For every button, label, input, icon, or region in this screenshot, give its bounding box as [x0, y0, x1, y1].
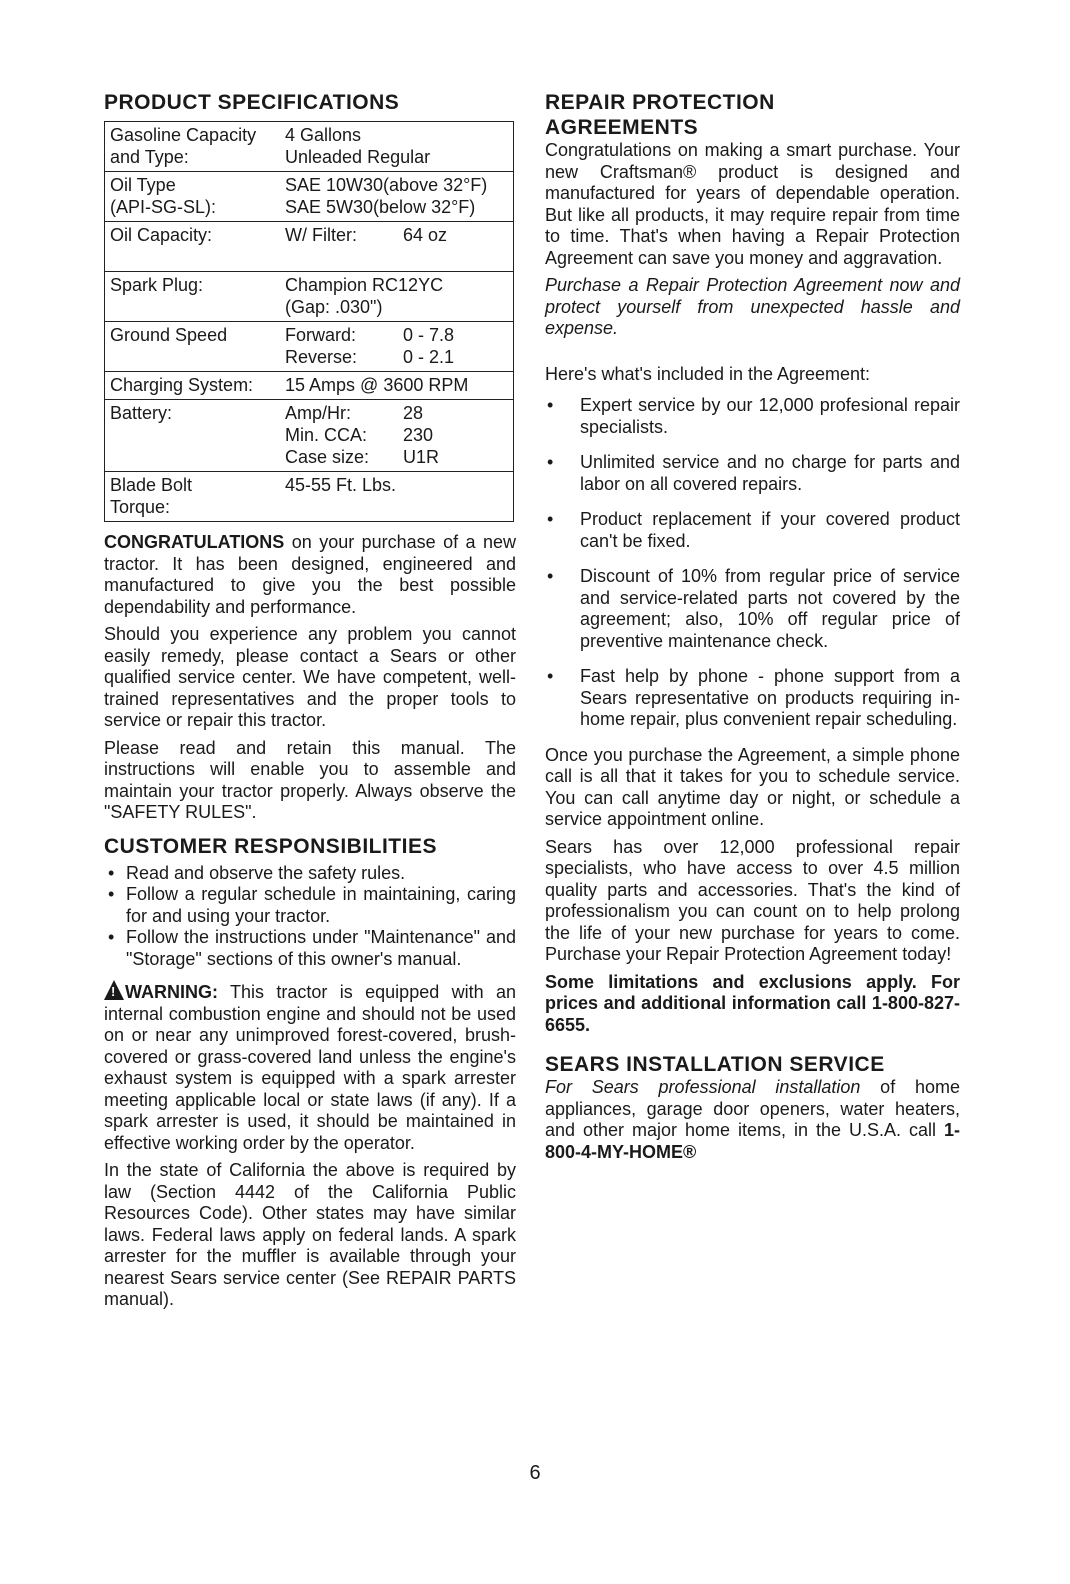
list-item: • Fast help by phone - phone support from a Sears representative on products requiring in-home repair, plus convenient repair scheduling.: [545, 666, 960, 731]
list-item: • Follow the instructions under "Maintenance" and "Storage" sections of this owner's manual.: [104, 927, 516, 970]
congratulations-paragraph: CONGRATULATIONS on your purchase of a new tractor. It has been designed, engineered and manufactured to give you the best possible dependability and performance.: [104, 532, 516, 617]
spec-value: 15 Amps @ 3600 RPM: [285, 375, 469, 395]
spec-label: Battery:: [110, 403, 173, 423]
spec-value: 0 - 7.8: [403, 325, 455, 345]
spec-label: Torque:: [110, 497, 171, 517]
california-paragraph: In the state of California the above is required by law (Section 4442 of the California Public Resources Code). Other states may have similar laws. Federal laws apply on federal lands. A spark arrester for the muffler is available through your nearest Sears service center (See REPAIR PARTS manual).: [104, 1160, 516, 1309]
repair-italic-paragraph: Purchase a Repair Protection Agreement now and protect yourself from unexpected hassle and expense.: [545, 275, 960, 338]
spec-row-oil-type: [105, 172, 514, 222]
spec-value: SAE 5W30(below 32°F): [285, 197, 476, 217]
installation-phone: 1-800-4-MY-HOME®: [545, 1120, 960, 1162]
spec-row-gasoline: [105, 122, 514, 172]
spec-key: Case size:: [285, 447, 370, 467]
spec-value: 45-55 Ft. Lbs.: [285, 475, 397, 495]
repair-protection-heading: REPAIR PROTECTION AGREEMENTS: [545, 91, 775, 139]
spec-label: and Type:: [110, 147, 189, 167]
installation-service-heading: SEARS INSTALLATION SERVICE: [545, 1053, 885, 1076]
spec-key: W/ Filter:: [285, 225, 357, 245]
right-column: [545, 90, 960, 1163]
spec-value: Unleaded Regular: [285, 147, 431, 167]
spec-value: U1R: [403, 447, 440, 467]
spec-label: Ground Speed: [110, 325, 228, 345]
spec-label: (API-SG-SL):: [110, 197, 217, 217]
repair-intro-paragraph: Congratulations on making a smart purchase. Your new Craftsman® product is designed and manufactured for years of dependable operation. But like all products, it may require repair from time to time. That's when having a Repair Protection Agreement can save you money and aggravation.: [545, 140, 960, 268]
once-purchase-paragraph: Once you purchase the Agreement, a simple phone call is all that it takes for you to schedule service. You can call anytime day or night, or schedule a service appointment online.: [545, 744, 960, 829]
left-column: [104, 90, 516, 1311]
product-specifications-heading: PRODUCT SPECIFICATIONS: [104, 91, 400, 114]
spec-row-charging-system: [105, 372, 514, 400]
read-manual-paragraph: Please read and retain this manual. The instructions will enable you to assemble and maintain your tractor properly. Always observe the "SAFETY RULES".: [104, 737, 516, 822]
spec-label: Oil Type: [110, 175, 176, 195]
spec-row-oil-capacity: [105, 222, 514, 272]
spec-value: (Gap: .030"): [285, 297, 383, 317]
spec-row-ground-speed: [105, 322, 514, 372]
spec-value: 230: [403, 425, 434, 445]
customer-responsibilities-heading: CUSTOMER RESPONSIBILITIES: [104, 834, 437, 858]
warning-paragraph: !WARNING: This tractor is equipped with an internal combustion engine and should not be used on or near any unimproved forest-covered, brush-covered or grass-covered land unless the engine's exhaust system is equipped with a spark arrester meeting applicable local or state laws (if any). If a spark arrester is used, it should be maintained in effective working order by the operator.: [104, 980, 516, 1154]
spec-value: 28: [403, 403, 424, 423]
spec-label: Charging System:: [110, 375, 254, 395]
installation-paragraph: For Sears professional installation of home appliances, garage door openers, water heaters, and other major home items, in the U.S.A. call 1-800-4-MY-HOME®: [545, 1077, 960, 1162]
spec-value: SAE 10W30(above 32°F): [285, 175, 488, 195]
limitations-paragraph: Some limitations and exclusions apply. For prices and additional information call 1-800-827-6655.: [545, 971, 960, 1035]
included-intro: Here's what's included in the Agreement:: [545, 363, 871, 384]
responsibilities-list: [104, 863, 516, 971]
spec-key: Min. CCA:: [285, 425, 368, 445]
list-item: • Product replacement if your covered product can't be fixed.: [545, 509, 960, 552]
included-list: [545, 395, 960, 731]
list-item: • Expert service by our 12,000 profesional repair specialists.: [545, 395, 960, 438]
spec-label: Gasoline Capacity: [110, 125, 257, 145]
spec-value: 0 - 2.1: [403, 347, 455, 367]
warning-lead: WARNING:: [125, 982, 218, 1002]
spec-value: 4 Gallons: [285, 125, 362, 145]
spec-label: Oil Capacity:: [110, 225, 213, 245]
warning-triangle-icon: [104, 980, 124, 1000]
list-item: • Read and observe the safety rules.: [104, 863, 516, 885]
spec-table: [104, 121, 514, 522]
spec-value: 64 oz: [403, 225, 448, 245]
spec-key: Amp/Hr:: [285, 403, 352, 423]
spec-row-spark-plug: [105, 272, 514, 322]
spec-row-blade-bolt: [105, 472, 514, 522]
service-paragraph: Should you experience any problem you cannot easily remedy, please contact a Sears or other qualified service center. We have competent, well-trained representatives and the proper tools to service or repair this tractor.: [104, 624, 516, 730]
spec-label: Spark Plug:: [110, 275, 204, 295]
spec-row-battery: [105, 400, 514, 472]
sears-specialists-paragraph: Sears has over 12,000 professional repair specialists, who have access to over 4.5 million quality parts and accessories. That's the kind of professionalism you can count on to help prolong the life of your new purchase for years to come. Purchase your Repair Protection Agreement today!: [545, 836, 960, 964]
page-number: 6: [529, 1462, 541, 1484]
congratulations-lead: CONGRATULATIONS: [104, 532, 285, 552]
spec-label: Blade Bolt: [110, 475, 193, 495]
spec-value: Champion RC12YC: [285, 275, 444, 295]
list-item: • Unlimited service and no charge for parts and labor on all covered repairs.: [545, 452, 960, 495]
list-item: • Discount of 10% from regular price of service and service-related parts not covered by the agreement; also, 10% off regular price of preventive maintenance check.: [545, 566, 960, 652]
spec-key: Reverse:: [285, 347, 358, 367]
list-item: • Follow a regular schedule in maintaining, caring for and using your tractor.: [104, 884, 516, 927]
spec-key: Forward:: [285, 325, 357, 345]
